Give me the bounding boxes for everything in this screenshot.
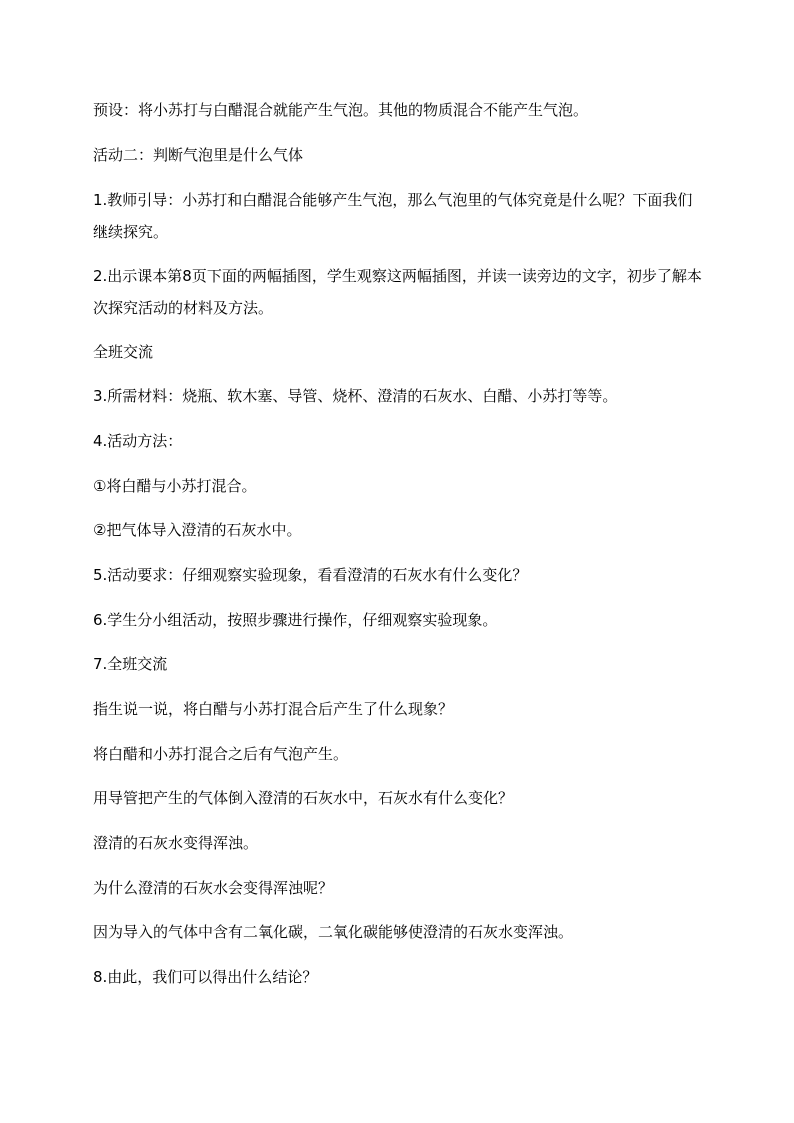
paragraph-class-exchange: 全班交流 — [93, 343, 154, 361]
paragraph-step-5-requirement: 5.活动要求：仔细观察实验现象，看看澄清的石灰水有什么变化？ — [93, 566, 528, 584]
paragraph-answer-2: 澄清的石灰水变得浑浊。 — [93, 834, 259, 852]
paragraph-question-2: 用导管把产生的气体倒入澄清的石灰水中，石灰水有什么变化？ — [93, 789, 514, 807]
paragraph-step-7: 7.全班交流 — [93, 655, 168, 673]
paragraph-method-1: ①将白醋与小苏打混合。 — [93, 477, 257, 495]
paragraph-step-8: 8.由此，我们可以得出什么结论？ — [93, 968, 318, 986]
paragraph-question-3: 为什么澄清的石灰水会变得浑浊呢？ — [93, 879, 334, 897]
paragraph-answer-3: 因为导入的气体中含有二氧化碳，二氧化碳能够使澄清的石灰水变浑浊。 — [93, 923, 574, 941]
paragraph-hypothesis: 预设：将小苏打与白醋混合就能产生气泡。其他的物质混合不能产生气泡。 — [93, 101, 589, 119]
paragraph-step-2: 2.出示课本第8页下面的两幅插图，学生观察这两幅插图，并读一读旁边的文字，初步了解本次探究活动的材料及方法。 — [93, 267, 702, 317]
paragraph-step-4-method: 4.活动方法： — [93, 432, 183, 450]
paragraph-step-1: 1.教师引导：小苏打和白醋混合能够产生气泡，那么气泡里的气体究竟是什么呢？下面我们继续探究。 — [93, 191, 693, 241]
paragraph-method-2: ②把气体导入澄清的石灰水中。 — [93, 521, 302, 539]
paragraph-answer-1: 将白醋和小苏打混合之后有气泡产生。 — [93, 745, 349, 763]
paragraph-step-3-materials: 3.所需材料：烧瓶、软木塞、导管、烧杯、澄清的石灰水、白醋、小苏打等等。 — [93, 387, 618, 405]
paragraph-step-6: 6.学生分小组活动，按照步骤进行操作，仔细观察实验现象。 — [93, 611, 498, 629]
paragraph-activity-two-title: 活动二：判断气泡里是什么气体 — [93, 146, 304, 164]
paragraph-question-1: 指生说一说，将白醋与小苏打混合后产生了什么现象？ — [93, 700, 454, 718]
